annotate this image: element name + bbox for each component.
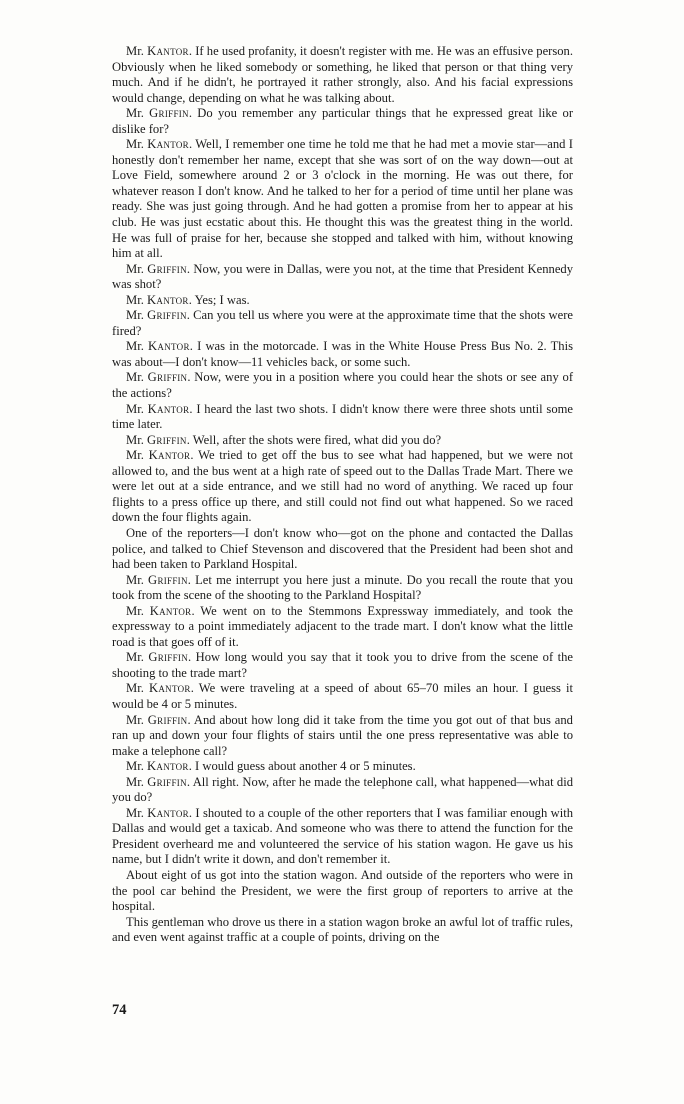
transcript-paragraph: Mr. Kantor. Yes; I was. (126, 292, 250, 307)
transcript-paragraph: This gentleman who drove us there in a station wagon broke an awful lot of traffic rules, and even went against traffic at a couple of points, driving on the (112, 914, 573, 945)
speaker-name: Kantor (147, 401, 190, 416)
speaker-label: Mr. Kantor. (126, 805, 196, 820)
speaker-name: Kantor (148, 448, 191, 463)
speaker-name: Griffin (148, 650, 189, 665)
transcript-paragraph: Mr. Kantor. If he used profanity, it doesn't register with me. He was an effusive person. Obviously when he liked somebody or something, he liked that person or that thing very much. And if he didn't, he portrayed it rather strongly, also. And his facial expressions would change, depending on what he was talking about. (112, 44, 574, 105)
speaker-name: Griffin (149, 106, 189, 121)
transcript-paragraph: About eight of us got into the station wagon. And outside of the reporters who were in the pool car behind the President, we were the first group of reporters to arrive at the hospital. (112, 867, 573, 914)
transcript-paragraph: Mr. Griffin. Do you remember any particular things that he expressed great like or dislike for? (112, 106, 574, 136)
speaker-label: Mr. Kantor. (126, 401, 197, 416)
speaker-label: Mr. Griffin. (126, 261, 194, 276)
transcript-paragraph: Mr. Griffin. All right. Now, after he made the telephone call, what happened—what did you do? (112, 774, 573, 805)
speaker-label: Mr. Kantor. (126, 759, 196, 774)
speaker-name: Kantor (147, 44, 189, 58)
speaker-label: Mr. Griffin. (126, 106, 198, 121)
speaker-label: Mr. Kantor. (126, 448, 199, 463)
transcript-paragraph: Mr. Kantor. We tried to get off the bus to see what had happened, but we were not allowed to, and the bus went at a high rate of speed out to the Dallas Trade Mart. There we were let out at a side entrance, and we still had no word of anything. We raced up four flights to a press office up there, and still could not find out what happened. So we raced down the four flights again. (112, 448, 573, 525)
speaker-label: Mr. Kantor. (126, 681, 199, 696)
speaker-name: Kantor (147, 805, 189, 820)
transcript-paragraph: Mr. Kantor. We were traveling at a speed of about 65–70 miles an hour. I guess it would be 4 or 5 minutes. (112, 681, 574, 711)
speaker-name: Kantor (147, 137, 189, 152)
speaker-label: Mr. Griffin. (126, 650, 196, 665)
speaker-name: Kantor (147, 292, 189, 307)
speaker-label: Mr. Kantor. (126, 137, 196, 152)
transcript-paragraph: Mr. Kantor. I was in the motorcade. I was in the White House Press Bus No. 2. This was about—I don't know—11 vehicles back, or some such. (112, 339, 573, 369)
speaker-name: Griffin (147, 370, 188, 385)
transcript-paragraph: Mr. Kantor. Well, I remember one time he told me that he had met a movie star—and I honestly don't remember her name, except that she was sort of on the way down—out at Love Field, somewhere around 2 or 3 o'clock in the morning. He was out there, for whatever reason I don't know. And he talked to her for a period of time until her plane was ready. She was just going through. And he had gotten a promise from her to appear at his club. He was just ecstatic about this. He thought this was the greatest thing in the world. He was full of praise for her, because she stopped and talked with him, without knowing him at all. (112, 137, 574, 261)
speaker-label: Mr. Kantor. (126, 292, 195, 307)
transcript-paragraph: Mr. Kantor. We went on to the Stemmons Expressway immediately, and took the expressway to a point immediately adjacent to the trade mart. I don't know what the little road is that goes off of it. (112, 603, 573, 649)
speaker-name: Griffin (147, 774, 187, 789)
transcript-paragraph: Mr. Kantor. I shouted to a couple of the other reporters that I was familiar enough with Dallas and would get a taxicab. And someone who was there to attend the function for the President overheard me and volunteered the service of his station wagon. He gave us his name, but I didn't write it down, and don't remember it. (112, 805, 573, 867)
speaker-label: Mr. Griffin. (126, 308, 194, 323)
transcript-paragraph: Mr. Griffin. Now, you were in Dallas, were you not, at the time that President Kennedy was shot? (112, 261, 573, 292)
speaker-name: Kantor (149, 603, 192, 618)
transcript-paragraph: Mr. Kantor. I heard the last two shots. I didn't know there were three shots until some time later. (112, 401, 573, 432)
speaker-label: Mr. Griffin. (126, 712, 194, 727)
speaker-label: Mr. Kantor. (126, 603, 201, 618)
speaker-name: Griffin (147, 432, 187, 447)
transcript-paragraph: Mr. Kantor. I would guess about another 4 or 5 minutes. (126, 759, 416, 774)
speaker-name: Griffin (147, 261, 187, 276)
speaker-label: Mr. Griffin. (126, 774, 193, 789)
speaker-name: Griffin (148, 572, 188, 587)
speaker-name: Kantor (148, 681, 191, 696)
speaker-name: Griffin (147, 712, 188, 727)
transcript-paragraph: Mr. Griffin. Can you tell us where you were at the approximate time that the shots were fired? (112, 308, 574, 338)
speaker-name: Griffin (147, 308, 187, 323)
transcript-paragraph: Mr. Griffin. And about how long did it take from the time you got out of that bus and ran up and down your four flights of stairs until the one press representative was able to make a telephone call? (112, 712, 573, 758)
speaker-label: Mr. Griffin. (126, 370, 195, 385)
speaker-name: Kantor (148, 339, 190, 354)
transcript-paragraph: Mr. Griffin. Well, after the shots were fired, what did you do? (126, 432, 442, 447)
page-number: 74 (112, 1002, 127, 1018)
transcript-paragraph: One of the reporters—I don't know who—got on the phone and contacted the Dallas police, and talked to Chief Stevenson and discovered that the President had been shot and had been taken to Parkland Hospital. (112, 525, 573, 572)
speaker-name: Kantor (147, 759, 189, 774)
speaker-label: Mr. Griffin. (126, 572, 196, 587)
transcript-paragraph: Mr. Griffin. How long would you say that it took you to drive from the scene of the shooting to the trade mart? (112, 650, 574, 680)
speaker-label: Mr. Kantor. (126, 339, 198, 354)
speaker-label: Mr. Kantor. (126, 44, 196, 58)
transcript (112, 44, 573, 946)
transcript-paragraph: Mr. Griffin. Let me interrupt you here just a minute. Do you recall the route that you took from the scene of the shooting to the Parkland Hospital? (112, 572, 574, 603)
speaker-label: Mr. Griffin. (126, 432, 193, 447)
transcript-paragraph: Mr. Griffin. Now, were you in a position where you could hear the shots or see any of the actions? (112, 370, 574, 401)
